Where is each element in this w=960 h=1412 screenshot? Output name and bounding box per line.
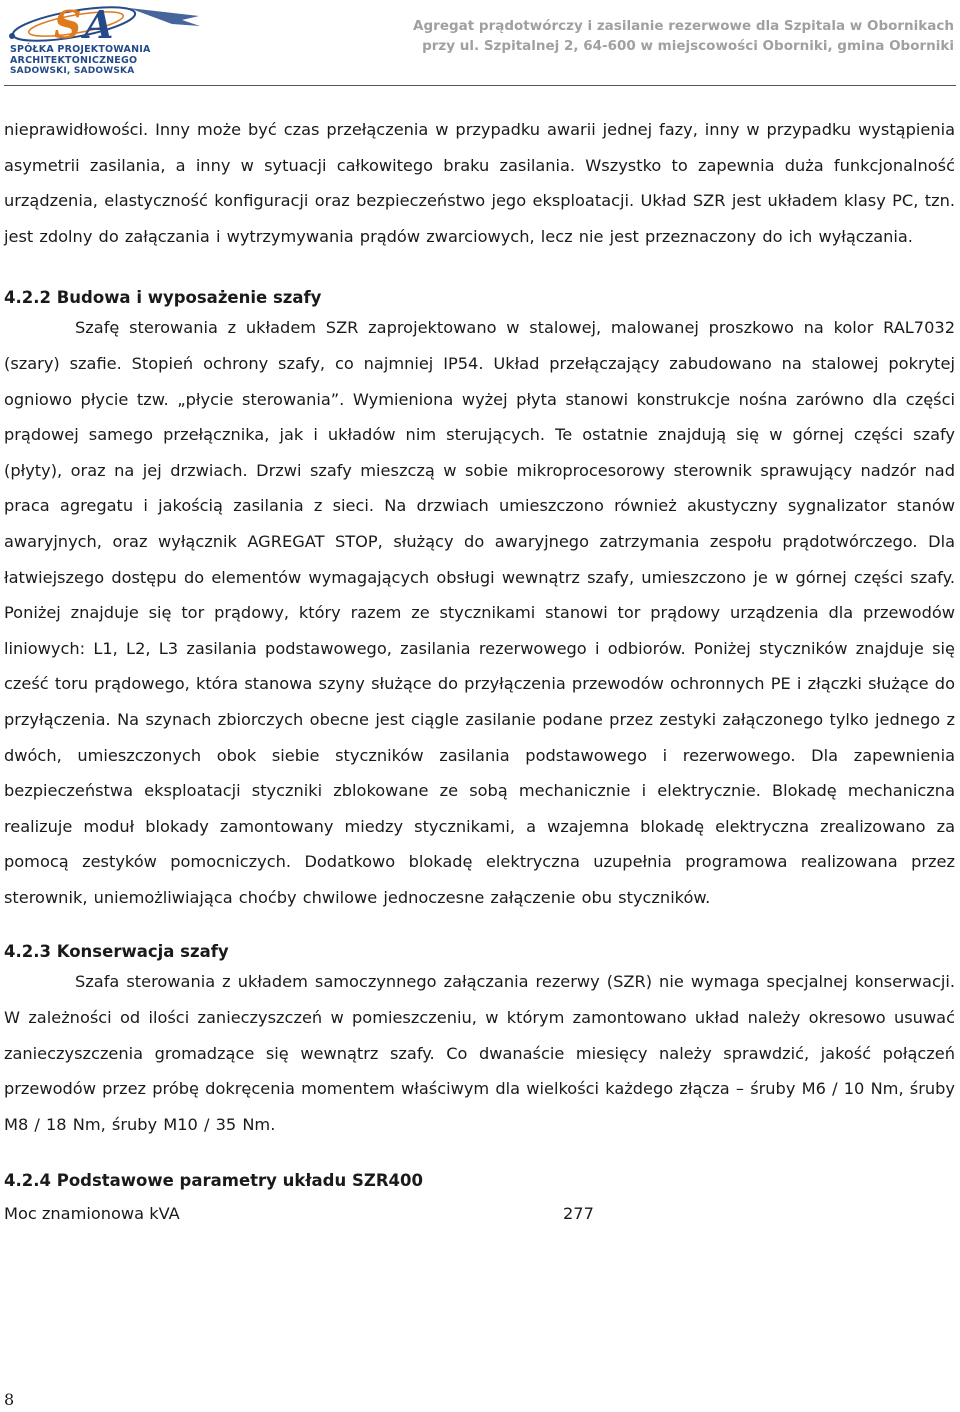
company-logo bbox=[4, 2, 214, 82]
parameter-value: 277 bbox=[563, 1204, 594, 1224]
paragraph-cabinet-maintenance: Szafa sterowania z układem samoczynnego załączania rezerwy (SZR) nie wymaga specjalnej konserwacji. W zależności od ilości zanieczyszczeń w pomieszczeniu, w którym zamontowano układ należy okresowo usuwać zanieczyszczenia gromadzące się wewnątrz szafy. Co dwanaście miesięcy należy sprawdzić, jakość połączeń przewodów przez próbę dokręcenia momentem właściwym dla wielkości każdego złącza – śruby M6 / 10 Nm, śruby M8 / 18 Nm, śruby M10 / 35 Nm. bbox=[4, 972, 955, 1134]
document-title-line-1: Agregat prądotwórczy i zasilanie rezerwowe dla Szpitala w Obornikach bbox=[413, 18, 954, 34]
section-heading-4-2-2: 4.2.2 Budowa i wyposażenie szafy bbox=[4, 288, 322, 308]
logo-line-1: SPÓŁKA PROJEKTOWANIA ARCHITEKTONICZNEGO bbox=[10, 44, 151, 66]
section-heading-4-2-4: 4.2.4 Podstawowe parametry układu SZR400 bbox=[4, 1171, 423, 1191]
paragraph-szr-function: nieprawidłowości. Inny może być czas przełączenia w przypadku awarii jednej fazy, inny w przypadku wystąpienia asymetrii zasilania, a inny w sytuacji całkowitego braku zasilania. Wszystko to zapewnia duża funkcjonalność urządzenia, elastyczność konfiguracji oraz bezpieczeństwo jego eksploatacji. Układ SZR jest układem klasy PC, tzn. jest zdolny do załączania i wytrzymywania prądów zwarciowych, lecz nie jest przeznaczony do ich wyłączania. bbox=[4, 120, 955, 246]
logo-text bbox=[10, 44, 214, 77]
document-title-line-2: przy ul. Szpitalnej 2, 64-600 w miejscowości Oborniki, gmina Oborniki bbox=[422, 38, 954, 54]
parameter-label: Moc znamionowa kVA bbox=[4, 1204, 180, 1224]
section-heading-4-2-3: 4.2.3 Konserwacja szafy bbox=[4, 942, 229, 962]
page-header bbox=[0, 0, 960, 96]
paragraph-cabinet-construction: Szafę sterowania z układem SZR zaprojektowano w stalowej, malowanej proszkowo na kolor RAL7032 (szary) szafie. Stopień ochrony szafy, co najmniej IP54. Układ przełączający zabudowano na stalowej pokrytej ogniowo płycie tzw. „płycie sterowania”. Wymieniona wyżej płyta stanowi konstrukcje nośna zarówno dla części prądowej samego przełącznika, jak i układów nim sterujących. Te ostatnie znajdują się w górnej części szafy (płyty), oraz na jej drzwiach. Drzwi szafy mieszczą w sobie mikroprocesorowy sterownik sprawujący nadzór nad praca agregatu i jakością zasilania z sieci. Na drzwiach umieszczono również akustyczny sygnalizator stanów awaryjnych, oraz wyłącznik AGREGAT STOP, służący do awaryjnego zatrzymania zespołu prądotwórczego. Dla łatwiejszego dostępu do elementów wymagających obsługi wewnątrz szafy, umieszczono je w górnej części szafy. Poniżej znajduje się tor prądowy, który razem ze stycznikami stanowi tor prądowy urządzenia dla przewodów liniowych: L1, L2, L3 zasilania podstawowego, zasilania rezerwowego i odbiorów. Poniżej styczników znajduje się cześć toru prądowego, która stanowa szyny służące do przyłączenia przewodów ochronnych PE i złączki służące do przyłączenia. Na szynach zbiorczych obecne jest ciągle zasilanie podane przez zestyki załączonego tylko jednego z dwóch, umieszczonych obok siebie styczników zasilania podstawowego i rezerwowego. Dla zapewnienia bezpieczeństwa eksploatacji styczniki zblokowane ze sobą mechanicznie i elektrycznie. Blokadę mechaniczna realizuje moduł blokady zamontowany miedzy stycznikami, a wzajemna blokadę elektryczna zrealizowano za pomocą zestyków pomocniczych. Dodatkowo blokadę elektryczna uzupełnia programowa realizowana przez sterownik, uniemożliwiająca choćby chwilowe jednoczesne załączenie obu styczników. bbox=[4, 318, 955, 907]
document-title bbox=[413, 16, 954, 56]
svg-text:S: S bbox=[54, 2, 82, 47]
parameter-row bbox=[4, 1199, 955, 1229]
header-divider bbox=[4, 85, 956, 86]
svg-text:A: A bbox=[84, 2, 114, 47]
document-body bbox=[4, 112, 955, 1229]
logo-line-2: SADOWSKI, SADOWSKA bbox=[10, 66, 135, 76]
page-number: 8 bbox=[4, 1390, 15, 1409]
